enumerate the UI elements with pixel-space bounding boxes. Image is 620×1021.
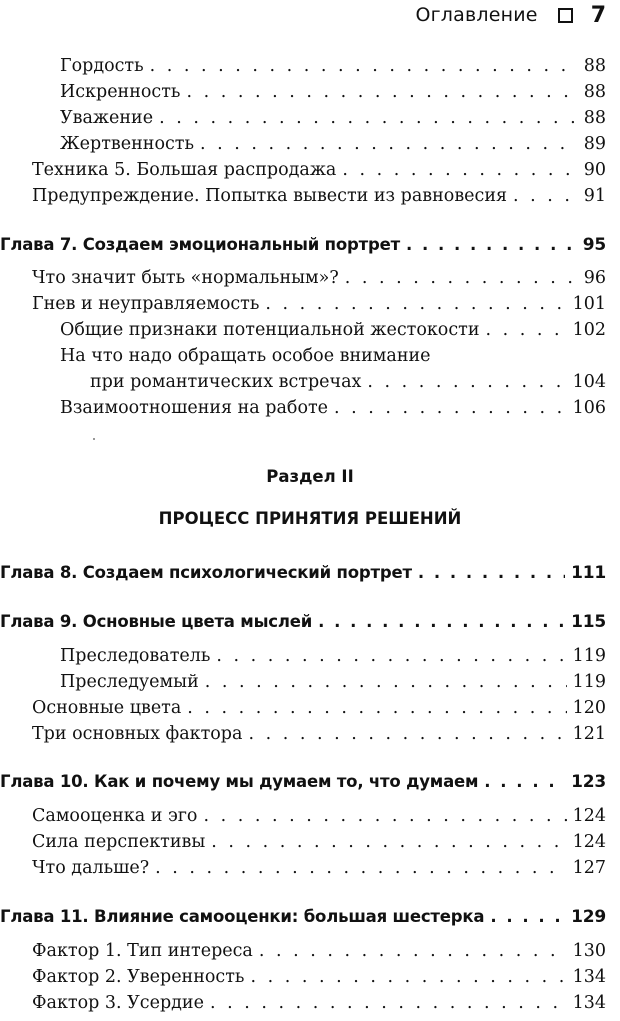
toc-entry-label: Что значит быть «нормальным»? [32, 268, 339, 288]
toc-entry-page: 127 [572, 858, 606, 878]
toc-entry [32, 724, 606, 744]
toc-entry [32, 832, 606, 852]
toc-entry [32, 698, 606, 718]
leader-dots [155, 858, 566, 878]
toc-entry [60, 398, 606, 418]
toc-entry-page: 134 [572, 993, 606, 1013]
toc-chapter-entry [0, 235, 606, 255]
toc-entry-page: 88 [583, 108, 606, 128]
toc-entry [90, 372, 606, 392]
toc-entry-label: Общие признаки потенциальной жестокости [60, 320, 480, 340]
toc-entry [32, 268, 606, 288]
toc-entry [32, 941, 606, 961]
toc-chapter-label: Глава 9. Основные цвета мыслей [0, 612, 313, 631]
running-header [415, 0, 606, 30]
toc-chapter-label: Глава 7. Создаем эмоциональный портрет [0, 235, 400, 254]
toc-entry [32, 186, 606, 206]
toc-entry-page: 102 [572, 320, 606, 340]
toc-entry-page: 104 [572, 372, 606, 392]
toc-entry-page: 121 [572, 724, 606, 744]
toc-entry-page: 124 [572, 806, 606, 826]
toc-entry-continuation: при романтических встречах [90, 372, 362, 392]
leader-dots [250, 967, 566, 987]
toc-entry-page: 96 [583, 268, 606, 288]
leader-dots [259, 941, 567, 961]
leader-dots [367, 372, 566, 392]
toc-entry-label: Сила перспективы [32, 832, 206, 852]
leader-dots [200, 134, 578, 154]
toc-entry [60, 82, 606, 102]
toc-chapter-page: 115 [571, 612, 606, 632]
toc-entry-label: Взаимоотношения на работе [60, 398, 329, 418]
toc-entry-page: 90 [583, 160, 606, 180]
toc-chapter-entry [0, 907, 606, 927]
toc-entry-label: Уважение [60, 108, 154, 128]
toc-chapter-label: Глава 11. Влияние самооценки: большая шестерка [0, 907, 485, 926]
leader-dots [187, 698, 566, 718]
toc-entry-page: 124 [572, 832, 606, 852]
toc-entry [32, 967, 606, 987]
toc-entry-label: Фактор 3. Усердие [32, 993, 204, 1013]
toc-entry-label: Жертвенность [60, 134, 194, 154]
toc-entry [32, 858, 606, 878]
leader-dots [418, 563, 565, 582]
toc-entry-page: 119 [572, 646, 606, 666]
toc-entry-label: Техника 5. Большая распродажа [32, 160, 337, 180]
leader-dots [490, 907, 565, 926]
section-title: ПРОЦЕСС ПРИНЯТИЯ РЕШЕНИЙ [158, 509, 462, 528]
toc-entry-label: Фактор 2. Уверенность [32, 967, 245, 987]
leader-dots [210, 993, 567, 1013]
leader-dots [406, 235, 577, 254]
print-speck [93, 438, 95, 440]
toc-entry-label: Основные цвета [32, 698, 182, 718]
toc-entry-label: Фактор 1. Тип интереса [32, 941, 253, 961]
toc-entry [60, 672, 606, 692]
leader-dots [486, 320, 567, 340]
leader-dots [513, 186, 578, 206]
toc-entry-page: 119 [572, 672, 606, 692]
toc-entry-page: 134 [572, 967, 606, 987]
toc-entry-page: 89 [583, 134, 606, 154]
toc-entry-page: 130 [572, 941, 606, 961]
leader-dots [318, 612, 565, 631]
toc-entry-label: Самооценка и эго [32, 806, 198, 826]
leader-dots [211, 832, 566, 852]
toc-entry [60, 134, 606, 154]
checkbox-square-icon [558, 8, 573, 23]
toc-entry-label: Гнев и неуправляемость [32, 294, 260, 314]
leader-dots [265, 294, 566, 314]
page-number: 7 [590, 2, 606, 28]
toc-entry [60, 646, 606, 666]
leader-dots [186, 82, 577, 102]
leader-dots [342, 160, 577, 180]
section-label: Раздел II [266, 467, 354, 486]
leader-dots [248, 724, 566, 744]
toc-entry-first-line [60, 346, 606, 366]
leader-dots [159, 108, 578, 128]
toc-chapter-page: 95 [582, 235, 606, 255]
toc-entry-label: Три основных фактора [32, 724, 243, 744]
leader-dots [216, 646, 566, 666]
leader-dots [205, 672, 567, 692]
toc-entry [60, 320, 606, 340]
header-title: Оглавление [415, 4, 538, 26]
toc-entry-page: 106 [572, 398, 606, 418]
toc-chapter-entry [0, 612, 606, 632]
toc-entry [60, 56, 606, 76]
toc-chapter-page: 129 [571, 907, 606, 927]
leader-dots [150, 56, 578, 76]
toc-entry-page: 101 [572, 294, 606, 314]
toc-entry-label: На что надо обращать особое внимание [60, 346, 431, 366]
toc-entry-label: Преследователь [60, 646, 211, 666]
toc-chapter-page: 111 [571, 563, 606, 583]
toc-chapter-entry [0, 772, 606, 792]
toc-entry-page: 91 [583, 186, 606, 206]
toc-entry-label: Искренность [60, 82, 181, 102]
toc-entry [32, 806, 606, 826]
leader-dots [345, 268, 578, 288]
toc-entry-label: Что дальше? [32, 858, 150, 878]
toc-entry-page: 88 [583, 82, 606, 102]
toc-entry [32, 294, 606, 314]
toc-entry-label: Предупреждение. Попытка вывести из равновесия [32, 186, 508, 206]
toc-chapter-label: Глава 8. Создаем психологический портрет [0, 563, 412, 582]
toc-entry-page: 88 [583, 56, 606, 76]
leader-dots [484, 772, 565, 791]
toc-entry [32, 993, 606, 1013]
toc-chapter-entry [0, 563, 606, 583]
toc-entry [32, 160, 606, 180]
toc-chapter-page: 123 [571, 772, 606, 792]
toc-entry [60, 108, 606, 128]
toc-entry-label: Гордость [60, 56, 144, 76]
toc-entry-page: 120 [572, 698, 606, 718]
toc-entry-label: Преследуемый [60, 672, 199, 692]
leader-dots [334, 398, 567, 418]
leader-dots [203, 806, 566, 826]
toc-chapter-label: Глава 10. Как и почему мы думаем то, что думаем [0, 772, 479, 791]
